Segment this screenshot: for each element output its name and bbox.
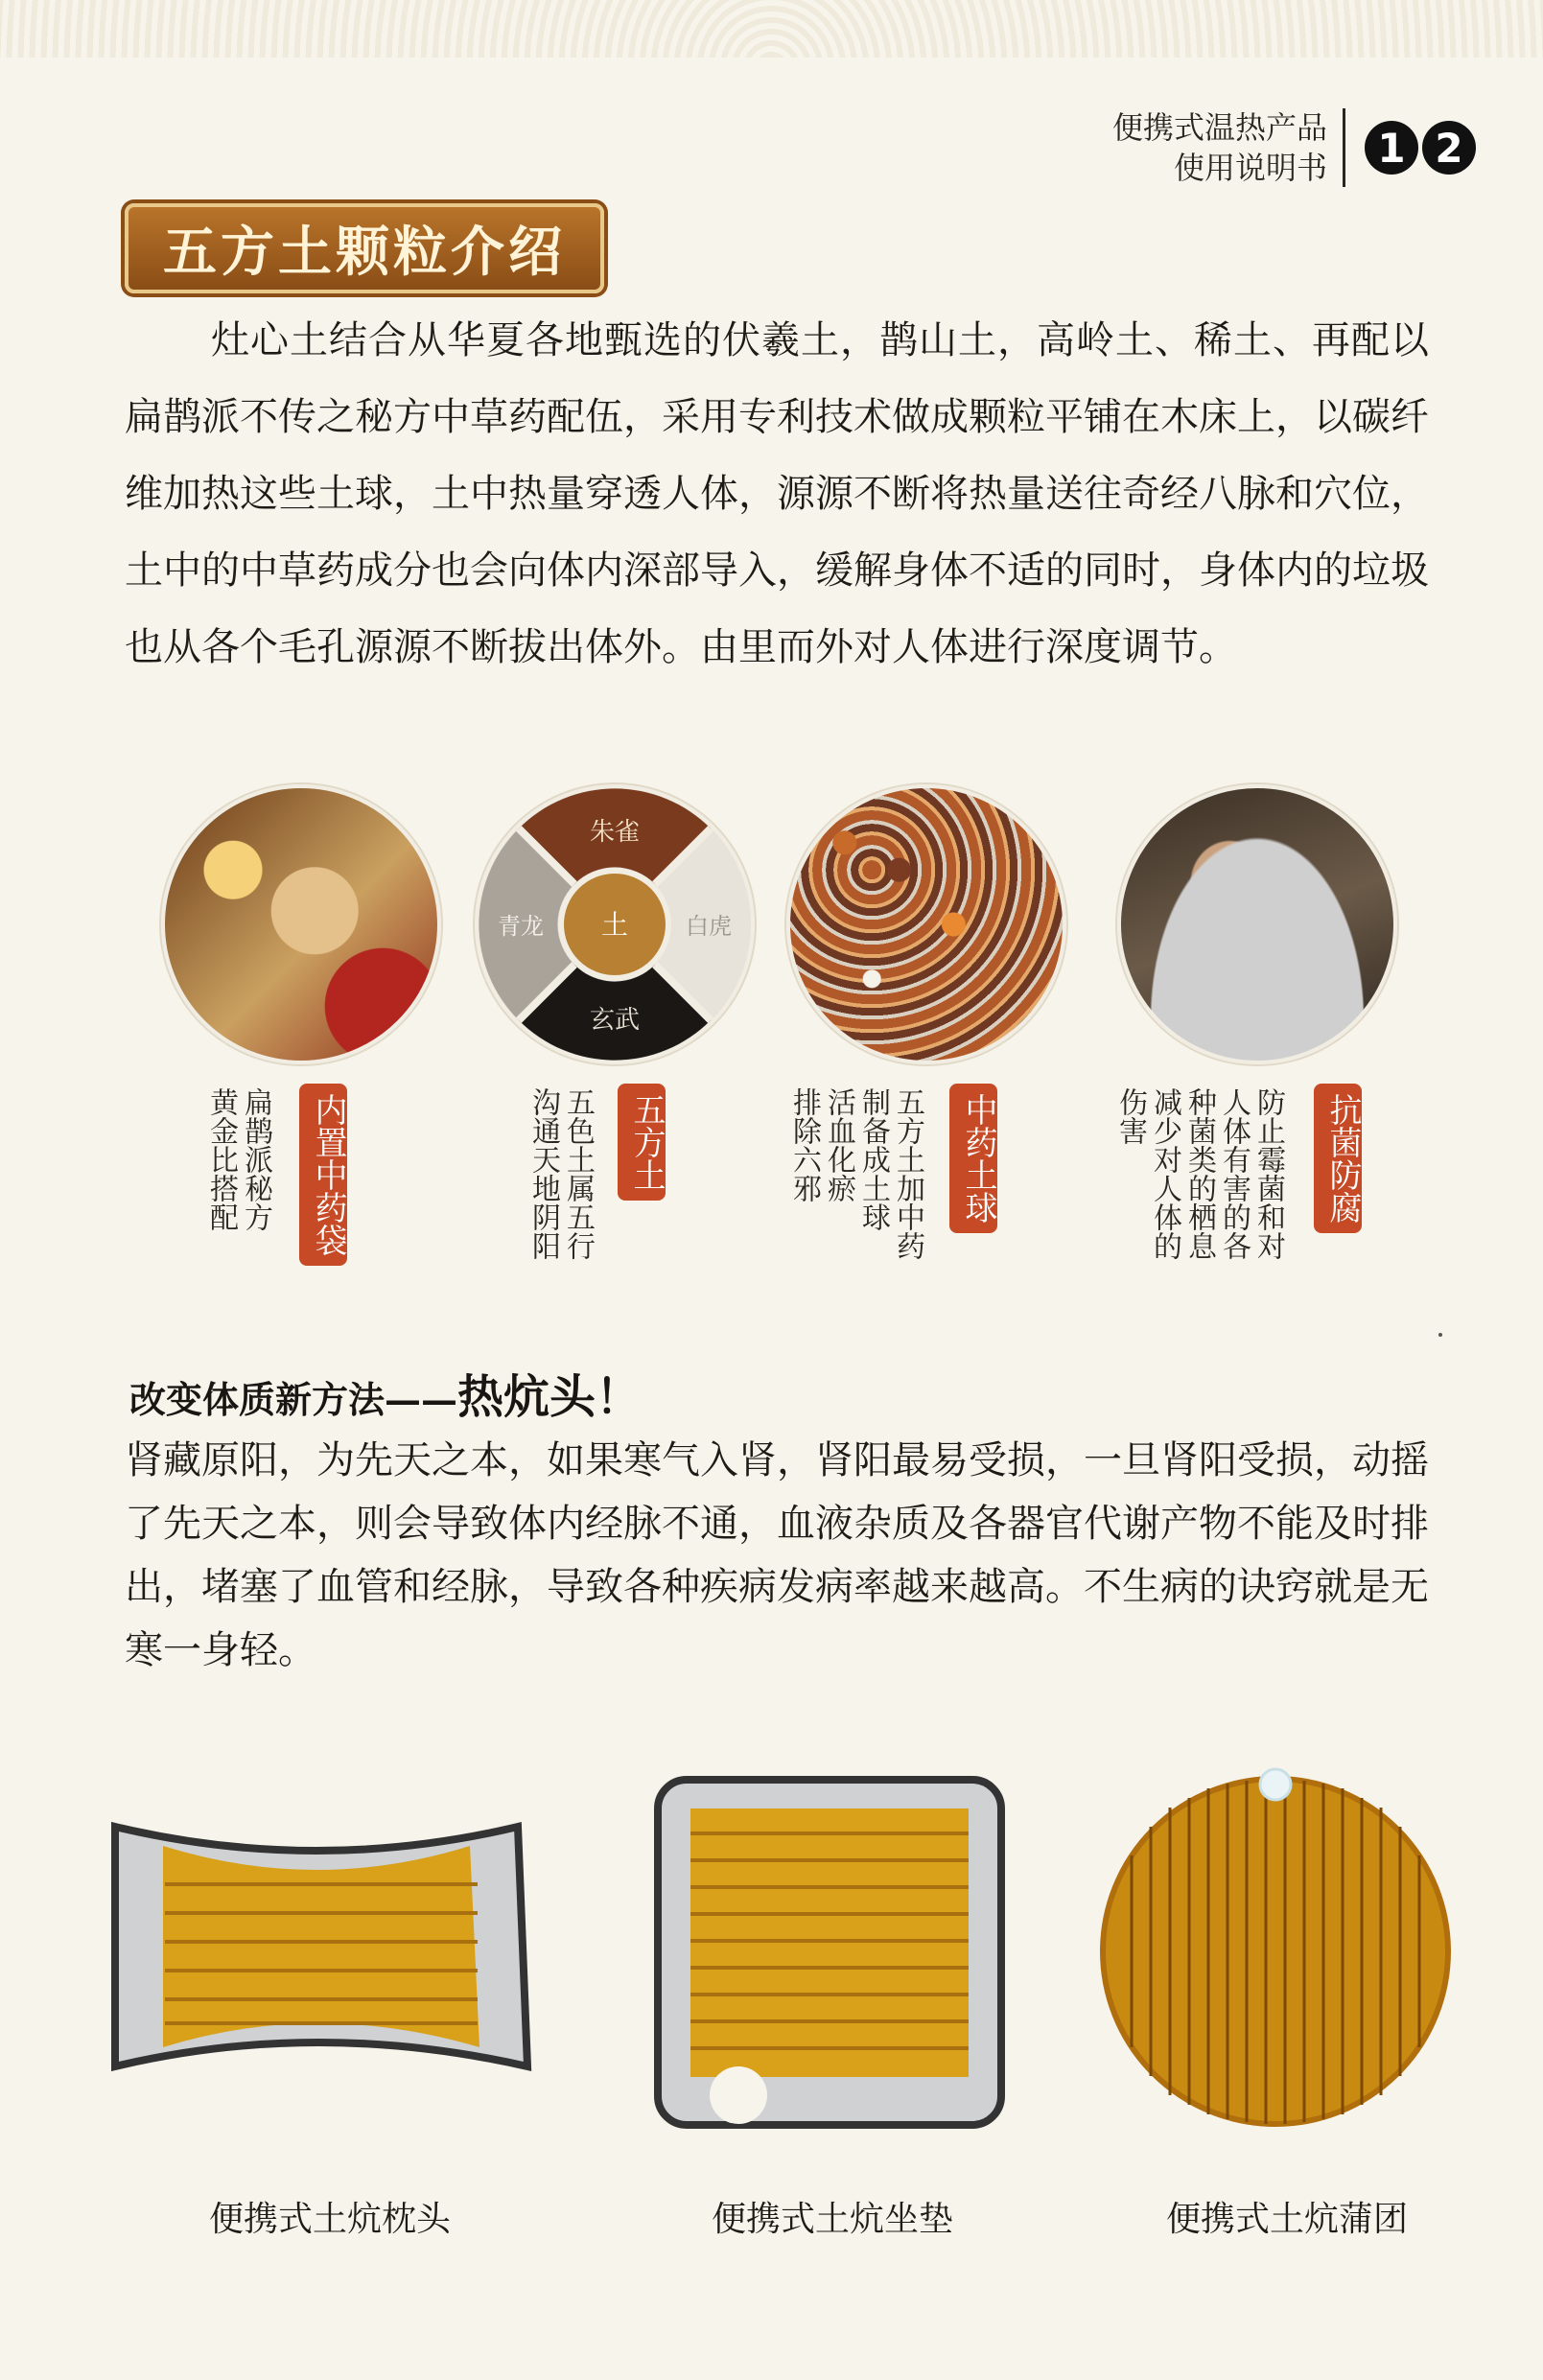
- feature-text: 扁鹊派秘方 黄金比搭配: [204, 1087, 272, 1231]
- feature-caption: [526, 1084, 679, 1314]
- subsection-heading: [129, 1360, 642, 1426]
- wuxing-bottom-label: 玄武: [589, 1006, 641, 1035]
- feature-label: 抗菌防腐: [1314, 1084, 1362, 1233]
- booklet-title-line1: 便携式温热产品: [1111, 109, 1327, 146]
- meditation-photo: [1117, 784, 1397, 1064]
- section-title: 五方土颗粒介绍: [163, 221, 566, 284]
- wuxing-center-label: 土: [600, 909, 629, 941]
- cushion-product-image: [652, 1774, 1007, 2134]
- mat-power-button: [1260, 1769, 1291, 1800]
- page-header: [1112, 107, 1476, 188]
- feature-label: 内置中药袋: [299, 1084, 347, 1266]
- herbal-soil-balls-photo: [786, 784, 1066, 1064]
- wuxing-right-label: 白虎: [686, 913, 732, 940]
- feature-text: 五色土属五行 沟通天地阴阳: [526, 1087, 595, 1260]
- feature-caption: [203, 1084, 357, 1314]
- intro-paragraph: 灶心土结合从华夏各地甄选的伏羲土，鹊山土，高岭土、稀土、再配以扁鹊派不传之秘方中草药配伍，采用专利技术做成颗粒平铺在木床上，以碳纤维加热这些土球，土中热量穿透人体，源源不断将热量送往奇经八脉和穴位，土中的中草药成分也会向体内深部导入，缓解身体不适的同时，身体内的垃圾也从各个毛孔源源不断拔出体外。由里而外对人体进行深度调节。: [125, 318, 1429, 669]
- wuxing-top-label: 朱雀: [589, 818, 641, 847]
- header-divider: [1343, 108, 1345, 187]
- mat-gold-disk: [1103, 1779, 1448, 2124]
- pillow-product-image: [105, 1817, 537, 2086]
- subsection-heading-prefix: 改变体质新方法——: [129, 1378, 458, 1421]
- wuxing-left-label: 青龙: [498, 913, 544, 940]
- product-caption: 便携式土炕坐垫: [712, 2200, 954, 2239]
- feature-label: 中药土球: [949, 1084, 997, 1233]
- page-number-digit: 1: [1365, 121, 1418, 175]
- booklet-title: [1112, 107, 1327, 188]
- pillow-gold-panel: [163, 1846, 479, 2047]
- booklet-title-line2: 使用说明书: [1173, 150, 1327, 186]
- product-caption: 便携式土炕枕头: [209, 2200, 452, 2239]
- top-wave-decoration: [0, 0, 1543, 58]
- meditation-mat-product-image: [1093, 1760, 1458, 2134]
- feature-label: 五方土: [618, 1084, 666, 1201]
- feature-caption: [786, 1084, 1007, 1314]
- cushion-power-button: [710, 2066, 767, 2124]
- feature-text: 五方土加中药 制备成土球 活血化瘀 排除六邪: [787, 1087, 924, 1260]
- page-number-digit: 2: [1422, 121, 1476, 175]
- feature-text: 防止霉菌和对 人体有害的各 种菌类的栖息 减少对人体的 伤害: [1113, 1087, 1285, 1260]
- speck: [1438, 1333, 1442, 1337]
- section-title-banner: [125, 203, 604, 293]
- kidney-paragraph: 肾藏原阳，为先天之本，如果寒气入肾，肾阳最易受损，一旦肾阳受损，动摇了先天之本，则会导致体内经脉不通，血液杂质及各器官代谢产物不能及时排出，堵塞了血管和经脉，导致各种疾病发病率越来越高。不生病的诀窍就是无寒一身轻。: [125, 1438, 1429, 1672]
- subsection-heading-emphasis: 热炕头！: [457, 1370, 643, 1424]
- herbal-medicine-photo: [161, 784, 441, 1064]
- wuxing-diagram: [475, 784, 755, 1064]
- product-caption: 便携式土炕蒲团: [1166, 2200, 1409, 2239]
- feature-caption: [1112, 1084, 1362, 1314]
